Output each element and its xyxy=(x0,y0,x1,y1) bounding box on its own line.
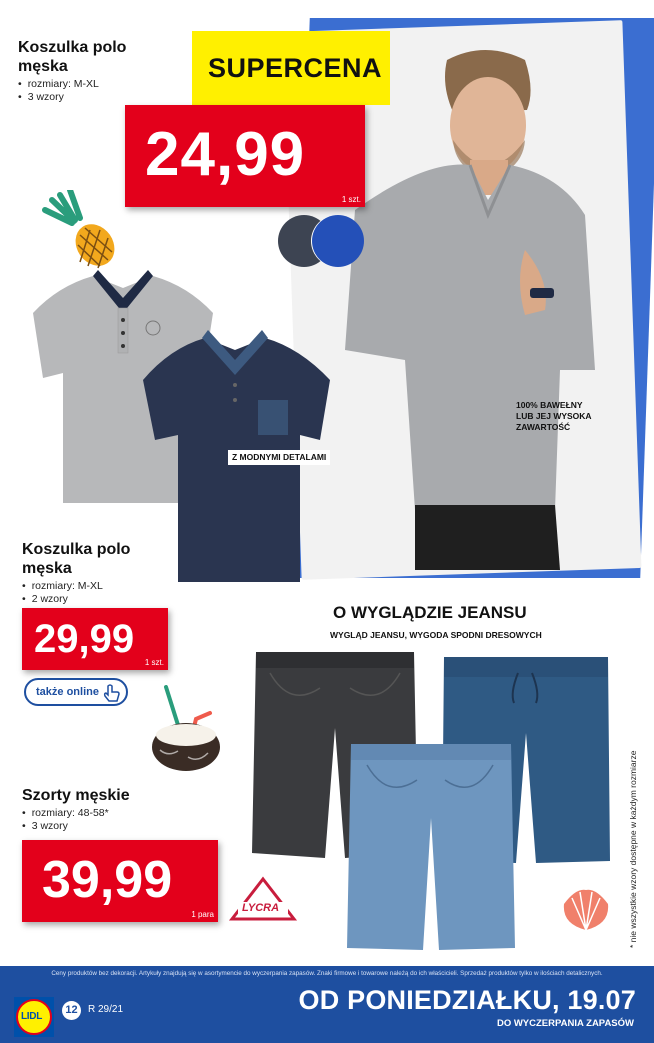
pointer-hand-icon xyxy=(102,683,122,703)
lycra-logo-text: LYCRA xyxy=(242,902,280,914)
product1-price-box xyxy=(125,105,365,207)
light-blue-shorts-image xyxy=(345,740,517,952)
details-callout: Z MODNYMI DETALAMI xyxy=(228,450,330,465)
product2-price-box xyxy=(22,608,168,670)
product2-info xyxy=(22,540,130,605)
product3-title: Szorty męskie xyxy=(22,787,130,804)
supercena-banner xyxy=(192,31,390,105)
footer-subline: DO WYCZERPANIA ZAPASÓW xyxy=(496,1018,634,1029)
online-button[interactable] xyxy=(24,678,128,706)
product3-bullet: • 3 wzory xyxy=(22,820,130,833)
size-disclaimer xyxy=(628,718,640,948)
product2-price: 29,99 xyxy=(34,617,135,661)
product3-bullets xyxy=(22,807,130,832)
product1-title-line2: męska xyxy=(18,58,68,75)
product1-title-line1: Koszulka polo xyxy=(18,39,127,56)
footer-headline: OD PONIEDZIAŁKU, 19.07 xyxy=(298,985,636,1015)
cotton-callout-line1: 100% BAWEŁNY xyxy=(516,400,583,410)
product1-bullets xyxy=(18,78,126,103)
week-label: R 29/21 xyxy=(88,1004,124,1015)
product2-title-line1: Koszulka polo xyxy=(22,541,131,558)
online-button-label: także online xyxy=(36,686,99,698)
product1-price: 24,99 xyxy=(145,120,306,189)
lidl-logo xyxy=(14,997,54,1037)
product2-unit: 1 szt. xyxy=(144,658,164,667)
product1-bullet: • rozmiary: M-XL xyxy=(18,78,126,91)
product3-price-box xyxy=(22,840,218,922)
supercena-label: SUPERCENA xyxy=(208,53,383,83)
lycra-logo xyxy=(228,875,298,925)
product3-info xyxy=(22,786,130,832)
model-photo xyxy=(335,40,605,570)
pineapple-icon xyxy=(40,190,120,270)
shell-icon xyxy=(558,886,614,934)
footer-legal-note: Ceny produktów bez dekoracji. Artykuły znajdują się w asortymencie do wyczerpania zapasów. Znaki firmowe i towarowe należą do ich właścicieli. Sprzedaż produktów tylko w ilościach detalicznych. xyxy=(51,970,603,977)
product2-bullets xyxy=(22,580,130,605)
lidl-logo-text: LIDL xyxy=(21,1011,43,1022)
product3-price: 39,99 xyxy=(42,851,173,909)
cotton-callout xyxy=(512,398,596,435)
product1-bullet: • 3 wzory xyxy=(18,91,126,104)
shorts-headline: O WYGLĄDZIE JEANSU xyxy=(333,603,527,622)
product2-bullet: • 2 wzory xyxy=(22,593,130,606)
product1-info xyxy=(18,38,126,103)
shorts-subheadline: WYGLĄD JEANSU, WYGODA SPODNI DRESOWYCH xyxy=(330,630,542,640)
cotton-callout-line3: ZAWARTOŚĆ xyxy=(516,422,571,432)
coconut-drink-icon xyxy=(148,685,228,775)
product3-bullet: • rozmiary: 48-58* xyxy=(22,807,130,820)
color-swatch-blue xyxy=(312,215,364,267)
product3-unit: 1 para xyxy=(191,910,214,919)
product2-bullet: • rozmiary: M-XL xyxy=(22,580,130,593)
product2-title-line2: męska xyxy=(22,560,72,577)
cotton-callout-line2: LUB JEJ WYSOKA xyxy=(516,411,592,421)
product1-unit: 1 szt. xyxy=(341,195,361,204)
page-number: 12 xyxy=(62,1001,81,1020)
size-disclaimer-text: * nie wszystkie wzory dostępne w każdym rozmiarze xyxy=(628,750,638,948)
